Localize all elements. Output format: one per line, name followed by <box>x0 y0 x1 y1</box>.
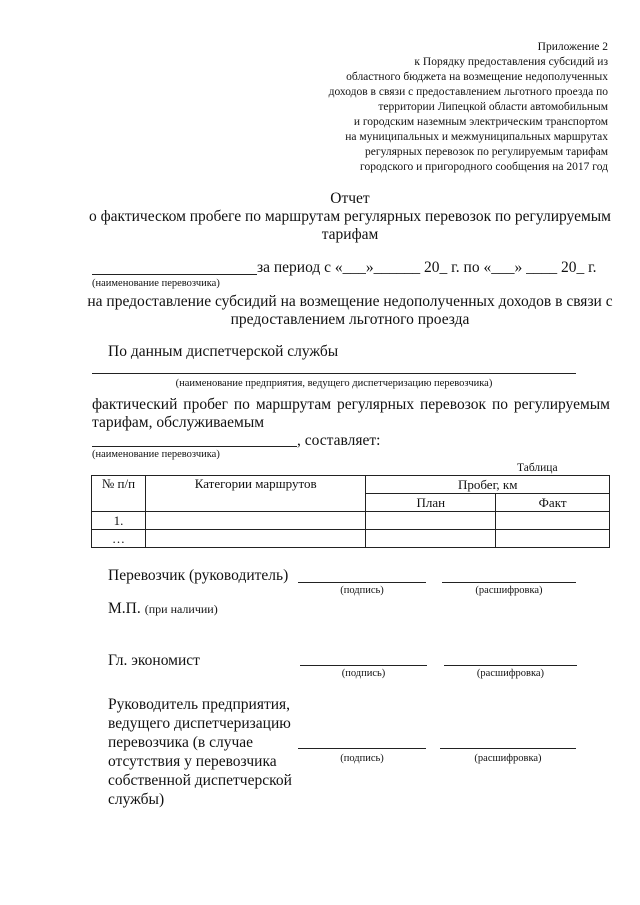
col-fact-header: Факт <box>496 494 610 512</box>
appendix-line: Приложение 2 <box>537 41 608 53</box>
dispatch-head-line: собственной диспетчерской <box>108 772 292 789</box>
appendix-line: регулярных перевозок по регулируемым тарифам <box>365 146 608 158</box>
row-fact-cell[interactable] <box>496 530 610 548</box>
row-num-cell: 1. <box>92 512 146 530</box>
row-category-cell[interactable] <box>145 530 366 548</box>
period-text: за период с «___»______ 20_ г. по «___» ____ 20_ г. <box>257 259 597 276</box>
table-header-row <box>92 476 610 494</box>
amounts-text: , составляет: <box>297 432 381 449</box>
appendix-line: к Порядку предоставления субсидий из <box>414 56 608 68</box>
appendix-line: территории Липецкой области автомобильным <box>378 101 608 113</box>
row-fact-cell[interactable] <box>496 512 610 530</box>
col-plan-header: План <box>366 494 496 512</box>
row-num-cell: … <box>92 530 146 548</box>
served-carrier-blank[interactable] <box>92 446 297 447</box>
table-row <box>92 512 610 530</box>
economist-signature-line[interactable] <box>300 665 427 666</box>
decode-caption: (расшифровка) <box>475 585 543 596</box>
appendix-line: городского и пригородного сообщения на 2017 год <box>360 161 608 173</box>
decode-caption: (расшифровка) <box>476 668 545 679</box>
carrier-decode-line[interactable] <box>442 582 576 583</box>
carrier-name-caption: (наименование перевозчика) <box>92 278 220 289</box>
carrier-signature-label: Перевозчик (руководитель) <box>108 567 289 584</box>
appendix-line: и городским наземным электрическим транспортом <box>353 116 608 128</box>
dispatch-head-line: ведущего диспетчеризацию <box>108 715 291 732</box>
dispatch-company-blank[interactable] <box>92 373 576 374</box>
dispatch-head-line: службы) <box>108 791 165 808</box>
row-plan-cell[interactable] <box>366 530 496 548</box>
appendix-line: доходов в связи с предоставлением льготного проезда по <box>328 86 608 98</box>
signature-caption: (подпись) <box>340 585 384 596</box>
row-category-cell[interactable] <box>145 512 366 530</box>
mileage-line2: тарифам, обслуживаемым <box>92 414 265 431</box>
dispatch-head-line: отсутствия у перевозчика <box>108 753 277 770</box>
appendix-line: на муниципальных и межмуниципальных маршрутах <box>345 131 608 143</box>
purpose-line2: предоставлением льготного проезда <box>230 311 470 328</box>
seal-label: М.П. <box>108 600 141 617</box>
economist-signature-label: Гл. экономист <box>108 652 200 669</box>
signature-caption: (подпись) <box>340 753 384 764</box>
col-category-header: Категории маршрутов <box>145 476 366 512</box>
decode-caption: (расшифровка) <box>474 753 542 764</box>
economist-decode-line[interactable] <box>444 665 577 666</box>
carrier-signature-line[interactable] <box>298 582 426 583</box>
col-mileage-header: Пробег, км <box>366 476 610 494</box>
seal-block <box>108 600 218 618</box>
dispatch-intro: По данным диспетчерской службы <box>108 343 339 360</box>
seal-note: (при наличии) <box>144 602 218 616</box>
dispatch-head-signature-line[interactable] <box>298 748 426 749</box>
table-label: Таблица <box>517 462 558 474</box>
dispatch-head-line: перевозчика (в случае <box>108 734 253 751</box>
table-row <box>92 530 610 548</box>
report-title-word: Отчет <box>330 190 370 207</box>
appendix-line: областного бюджета на возмещение недополученных <box>346 71 608 83</box>
mileage-table <box>91 475 610 548</box>
report-title-line2: тарифам <box>321 226 379 243</box>
dispatch-company-caption: (наименование предприятия, ведущего диспетчеризацию перевозчика) <box>175 378 493 389</box>
col-num-header: № п/п <box>92 476 146 512</box>
report-title-line1: о фактическом пробеге по маршрутам регулярных перевозок по регулируемым <box>88 208 611 225</box>
signature-caption: (подпись) <box>341 668 386 679</box>
dispatch-head-decode-line[interactable] <box>440 748 576 749</box>
mileage-line1: фактический пробег по маршрутам регулярных перевозок по регулируемым <box>92 396 610 413</box>
purpose-line1: на предоставление субсидий на возмещение недополученных доходов в связи с <box>87 293 613 310</box>
row-plan-cell[interactable] <box>366 512 496 530</box>
carrier-name-blank[interactable] <box>92 274 257 275</box>
served-carrier-caption: (наименование перевозчика) <box>92 449 220 460</box>
dispatch-head-line: Руководитель предприятия, <box>108 696 291 713</box>
